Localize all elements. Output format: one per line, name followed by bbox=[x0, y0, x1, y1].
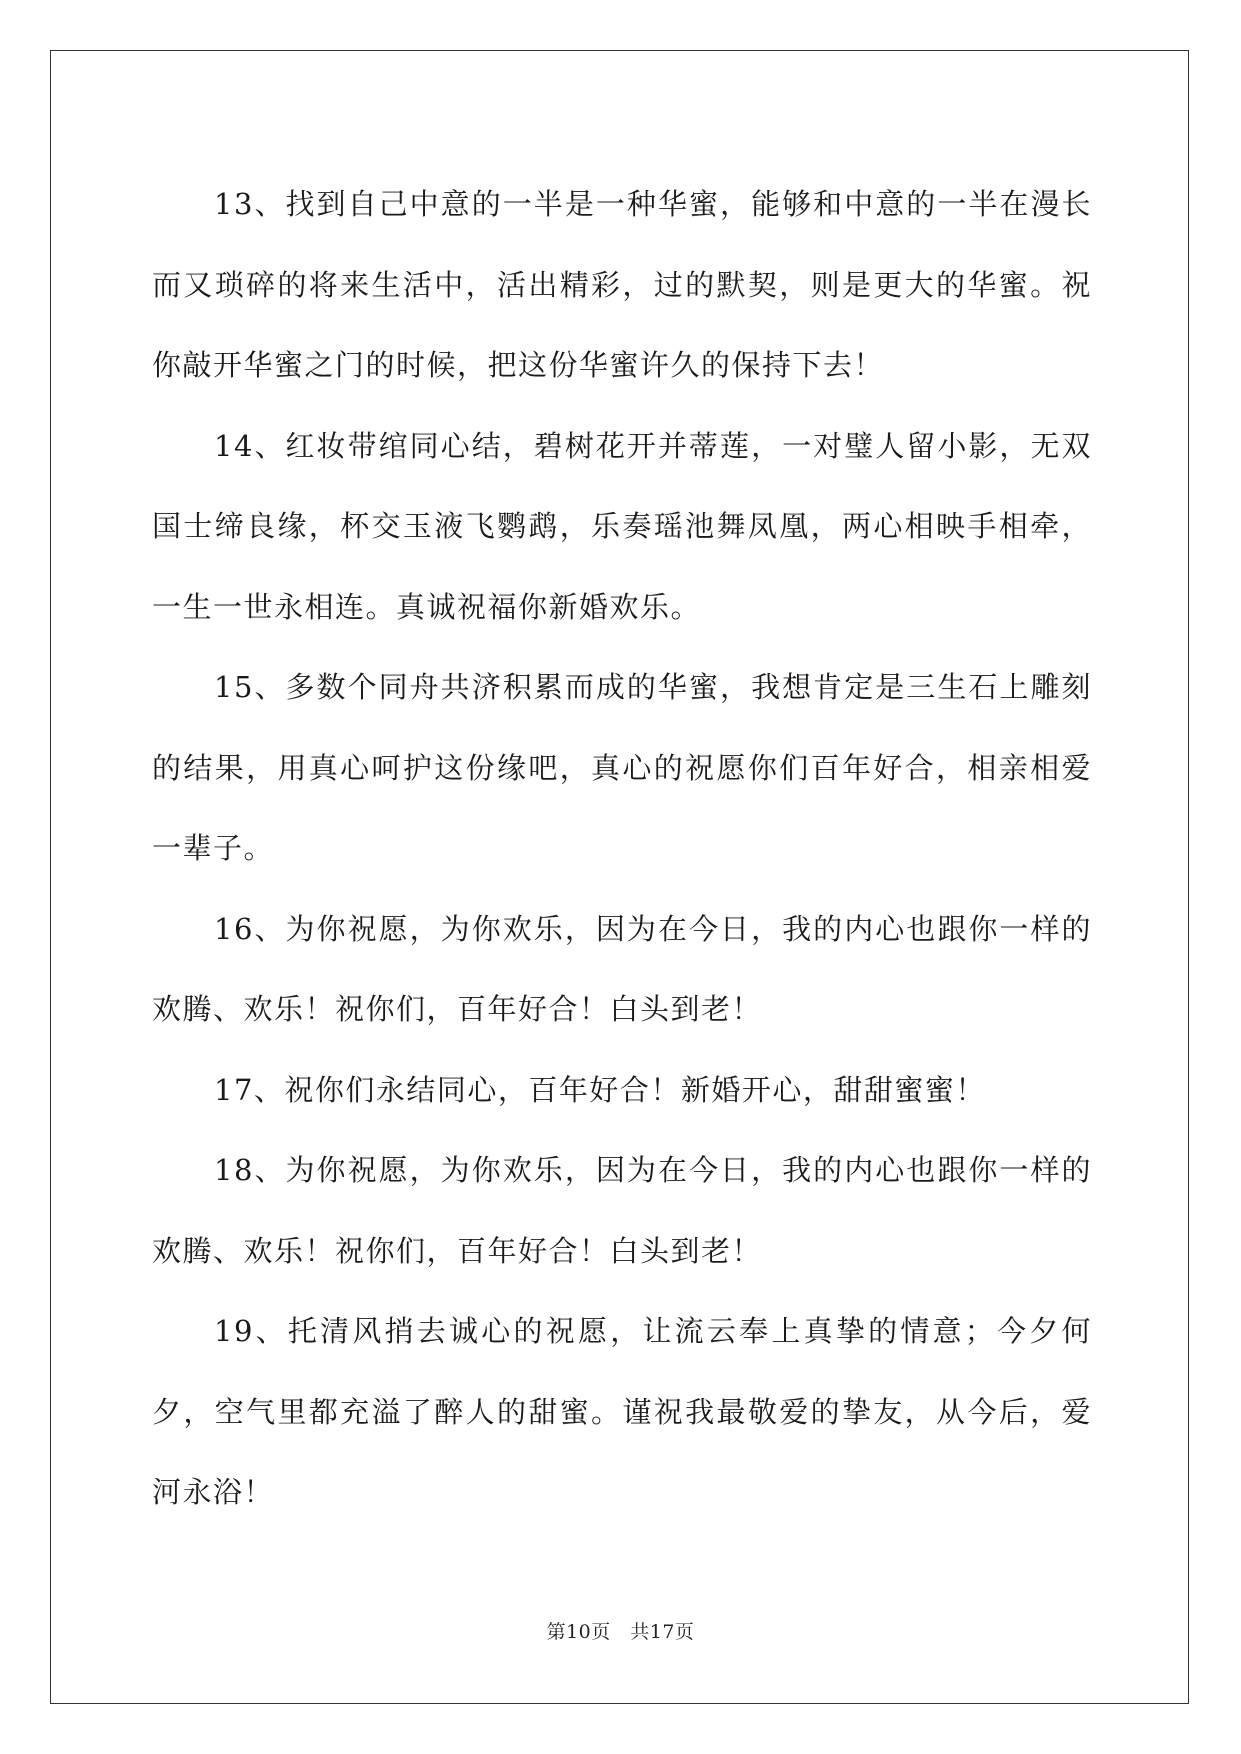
page-number-footer: 第10页 共17页 bbox=[546, 1621, 695, 1643]
paragraph-15: 15、多数个同舟共济积累而成的华蜜，我想肯定是三生石上雕刻的结果，用真心呵护这份缘吧，真心的祝愿你们百年好合，相亲相爱一辈子。 bbox=[152, 670, 1092, 865]
paragraph-14: 14、红妆带绾同心结，碧树花开并蒂莲，一对璧人留小影，无双国士缔良缘，杯交玉液飞鹦鹉，乐奏瑶池舞凤凰，两心相映手相牵，一生一世永相连。真诚祝福你新婚欢乐。 bbox=[152, 428, 1092, 624]
paragraph-18: 18、为你祝愿，为你欢乐，因为在今日，我的内心也跟你一样的欢腾、欢乐！祝你们，百年好合！白头到老！ bbox=[152, 1153, 1092, 1268]
paragraph-19: 19、托清风捎去诚心的祝愿，让流云奉上真挚的情意；今夕何夕，空气里都充溢了醉人的甜蜜。谨祝我最敬爱的挚友，从今后，爱河永浴！ bbox=[152, 1314, 1092, 1509]
paragraph-13: 13、找到自己中意的一半是一种华蜜，能够和中意的一半在漫长而又琐碎的将来生活中，活出精彩，过的默契，则是更大的华蜜。祝你敲开华蜜之门的时候，把这份华蜜许久的保持下去！ bbox=[152, 187, 1092, 382]
paragraph-16: 16、为你祝愿，为你欢乐，因为在今日，我的内心也跟你一样的欢腾、欢乐！祝你们，百年好合！白头到老！ bbox=[152, 911, 1092, 1026]
document-body bbox=[152, 164, 1092, 1533]
paragraph-17: 17、祝你们永结同心，百年好合！新婚开心，甜甜蜜蜜！ bbox=[214, 1072, 986, 1107]
